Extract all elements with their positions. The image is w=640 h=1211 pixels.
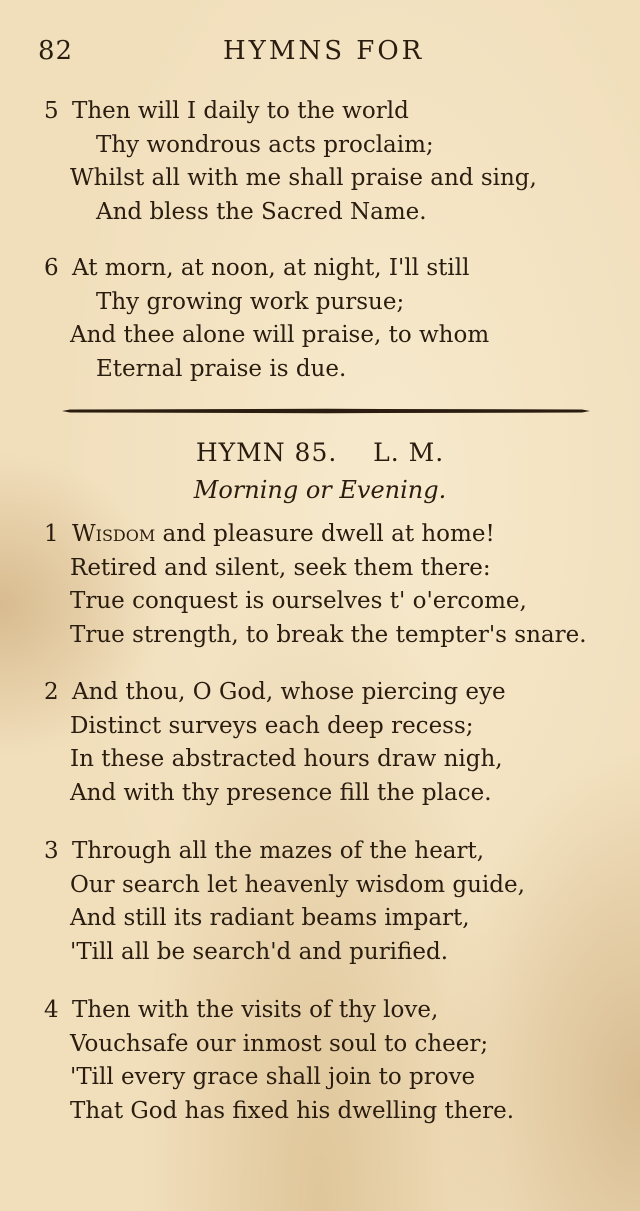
opening-word: Wisdom: [72, 521, 156, 547]
stanza-line: That God has fixed his dwelling there.: [70, 1097, 515, 1124]
stanza-line: And still its radiant beams impart,: [70, 905, 470, 932]
stanza-line: Retired and silent, seek them there:: [70, 554, 491, 581]
stanza-line: Distinct surveys each deep recess;: [70, 712, 474, 739]
stanza-line: And thee alone will praise, to whom: [70, 322, 490, 349]
stanza-2: [40, 676, 620, 810]
stanza-number: 2: [44, 679, 59, 705]
stanza-number: 1: [44, 521, 59, 547]
stanza-1: [40, 518, 620, 652]
stanza-4: [40, 994, 620, 1128]
stanza-line: In these abstracted hours draw nigh,: [70, 746, 503, 773]
stanza-line: Eternal praise is due.: [96, 355, 347, 382]
stanza-6: [40, 252, 620, 386]
stanza-line: [40, 252, 620, 286]
stanza-number: 6: [44, 255, 59, 281]
stanza-line: True conquest is ourselves t' o'ercome,: [70, 588, 527, 615]
stanza-line: 'Till every grace shall join to prove: [70, 1064, 476, 1091]
line-text: At morn, at noon, at night, I'll still: [72, 255, 470, 281]
hymn-subtitle: Morning or Evening.: [193, 476, 447, 504]
hymn-meter: L. M.: [373, 438, 445, 467]
stanza-line: [40, 835, 620, 869]
stanza-3: [40, 835, 620, 969]
running-head: HYMNS FOR: [223, 36, 425, 66]
line-text: And thou, O God, whose piercing eye: [72, 679, 506, 705]
line-text: Then will I daily to the world: [72, 98, 409, 124]
stanza-line: Whilst all with me shall praise and sing,: [70, 165, 537, 192]
stanza-line: And bless the Sacred Name.: [96, 198, 427, 225]
line-text: and pleasure dwell at home!: [155, 521, 495, 547]
stanza-line: And with thy presence fill the place.: [70, 779, 492, 806]
stanza-line: [40, 676, 620, 710]
stanza-line: 'Till all be search'd and purified.: [70, 938, 449, 965]
line-text: Then with the visits of thy love,: [72, 997, 439, 1023]
stanza-number: 5: [44, 98, 59, 124]
stanza-number: 3: [44, 838, 59, 864]
stanza-line: True strength, to break the tempter's snare.: [70, 621, 587, 648]
stanza-line: [40, 994, 620, 1028]
line-text: Through all the mazes of the heart,: [72, 838, 485, 864]
section-divider: [62, 408, 590, 414]
hymn-number: HYMN 85.: [195, 438, 338, 467]
stanza-line: Vouchsafe our inmost soul to cheer;: [70, 1030, 489, 1057]
stanza-line: Our search let heavenly wisdom guide,: [70, 871, 525, 898]
page-header: [38, 36, 598, 76]
page-number: 82: [38, 36, 74, 66]
stanza-line: [40, 518, 620, 552]
stanza-number: 4: [44, 997, 59, 1023]
stanza-line: [40, 95, 620, 129]
stanza-5: [40, 95, 620, 229]
stanza-line: Thy growing work pursue;: [96, 288, 405, 315]
hymn-title: [0, 438, 640, 467]
stanza-line: Thy wondrous acts proclaim;: [96, 131, 434, 158]
